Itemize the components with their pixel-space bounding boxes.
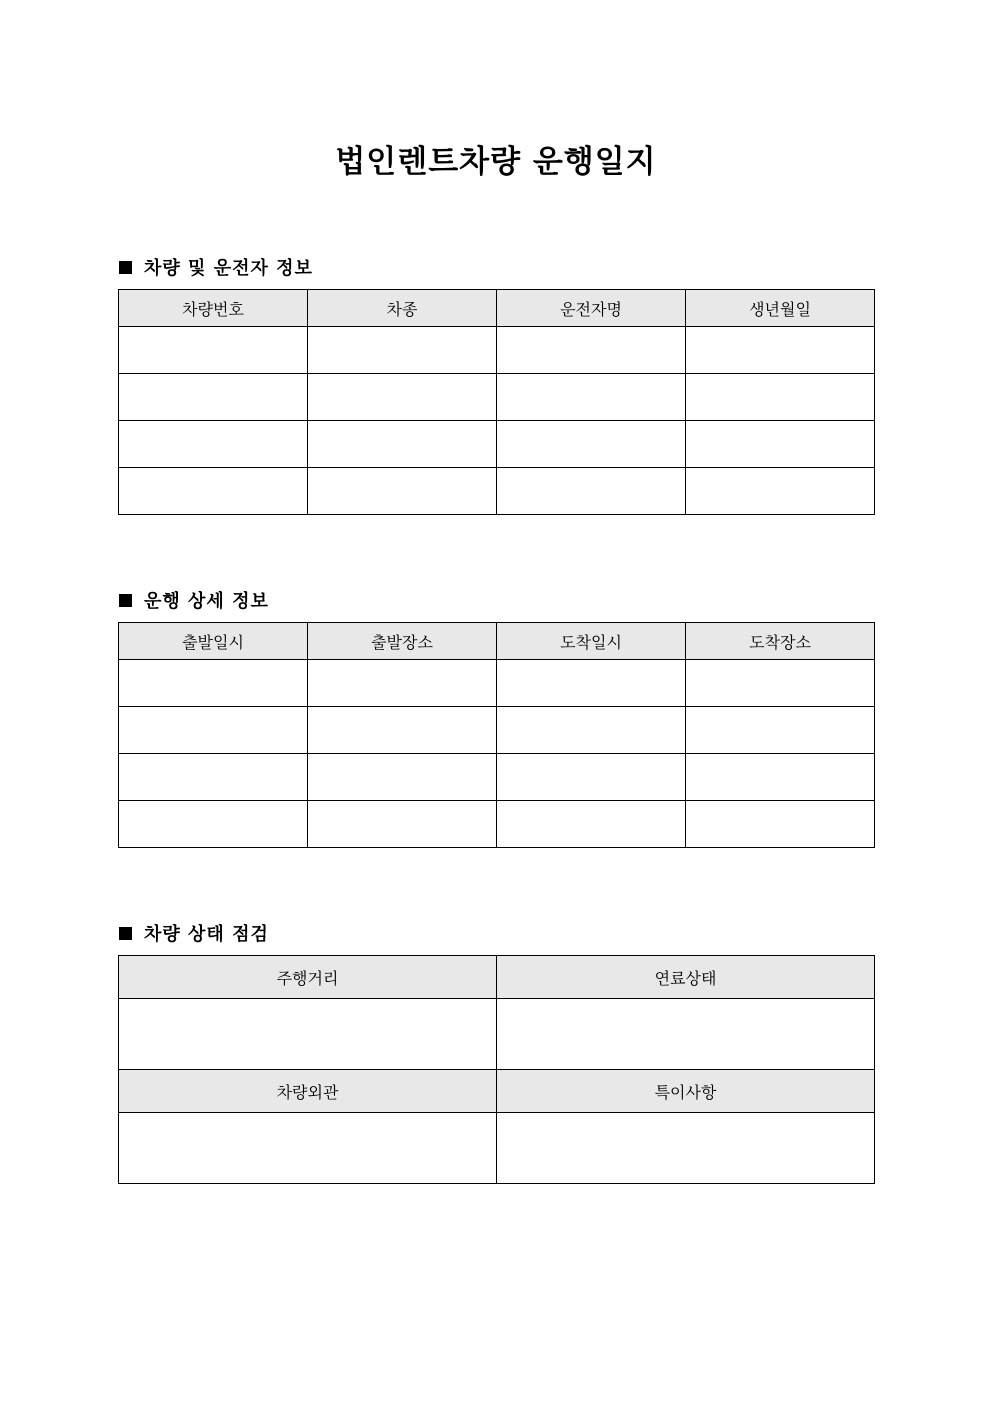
birth-date-cell[interactable] [686, 327, 875, 374]
exterior-cell[interactable] [119, 1113, 497, 1184]
table-row [119, 999, 875, 1070]
vehicle-condition-table [118, 955, 875, 1184]
table-row [119, 374, 875, 421]
mileage-cell[interactable] [119, 999, 497, 1070]
section-heading-trip-details [119, 587, 269, 613]
fuel-status-cell[interactable] [497, 999, 875, 1070]
departure-time-cell[interactable] [119, 801, 308, 848]
column-header-arrival-time: 도착일시 [497, 623, 686, 660]
square-bullet-icon [119, 927, 132, 940]
arrival-place-cell[interactable] [686, 801, 875, 848]
arrival-place-cell[interactable] [686, 660, 875, 707]
departure-place-cell[interactable] [308, 754, 497, 801]
table-header-row [119, 956, 875, 999]
table-row [119, 1113, 875, 1184]
table-header-row [119, 290, 875, 327]
arrival-place-cell[interactable] [686, 754, 875, 801]
table-row [119, 801, 875, 848]
departure-place-cell[interactable] [308, 660, 497, 707]
column-header-exterior: 차량외관 [119, 1070, 497, 1113]
departure-time-cell[interactable] [119, 754, 308, 801]
column-header-vehicle-number: 차량번호 [119, 290, 308, 327]
departure-time-cell[interactable] [119, 707, 308, 754]
vehicle-type-cell[interactable] [308, 468, 497, 515]
arrival-time-cell[interactable] [497, 801, 686, 848]
arrival-time-cell[interactable] [497, 707, 686, 754]
arrival-place-cell[interactable] [686, 707, 875, 754]
vehicle-number-cell[interactable] [119, 421, 308, 468]
column-header-driver-name: 운전자명 [497, 290, 686, 327]
section-heading-label: 차량 및 운전자 정보 [144, 258, 313, 279]
column-header-vehicle-type: 차종 [308, 290, 497, 327]
table-row [119, 707, 875, 754]
vehicle-type-cell[interactable] [308, 421, 497, 468]
column-header-departure-place: 출발장소 [308, 623, 497, 660]
vehicle-number-cell[interactable] [119, 374, 308, 421]
table-header-row [119, 623, 875, 660]
column-header-fuel-status: 연료상태 [497, 956, 875, 999]
page-title: 법인렌트차량 운행일지 [335, 144, 657, 180]
arrival-time-cell[interactable] [497, 660, 686, 707]
vehicle-driver-table [118, 289, 875, 515]
section-heading-label: 차량 상태 점검 [144, 924, 269, 945]
birth-date-cell[interactable] [686, 468, 875, 515]
square-bullet-icon [119, 261, 132, 274]
column-header-mileage: 주행거리 [119, 956, 497, 999]
section-heading-label: 운행 상세 정보 [144, 591, 269, 612]
departure-time-cell[interactable] [119, 660, 308, 707]
table-header-row [119, 1070, 875, 1113]
driver-name-cell[interactable] [497, 421, 686, 468]
column-header-arrival-place: 도착장소 [686, 623, 875, 660]
column-header-departure-time: 출발일시 [119, 623, 308, 660]
column-header-remarks: 특이사항 [497, 1070, 875, 1113]
section-heading-vehicle-condition [119, 920, 269, 946]
departure-place-cell[interactable] [308, 801, 497, 848]
column-header-birth-date: 생년월일 [686, 290, 875, 327]
remarks-cell[interactable] [497, 1113, 875, 1184]
table-row [119, 660, 875, 707]
driver-name-cell[interactable] [497, 327, 686, 374]
departure-place-cell[interactable] [308, 707, 497, 754]
square-bullet-icon [119, 594, 132, 607]
trip-details-table [118, 622, 875, 848]
vehicle-type-cell[interactable] [308, 327, 497, 374]
vehicle-number-cell[interactable] [119, 468, 308, 515]
birth-date-cell[interactable] [686, 421, 875, 468]
driver-name-cell[interactable] [497, 468, 686, 515]
vehicle-number-cell[interactable] [119, 327, 308, 374]
table-row [119, 468, 875, 515]
birth-date-cell[interactable] [686, 374, 875, 421]
table-row [119, 327, 875, 374]
driver-name-cell[interactable] [497, 374, 686, 421]
arrival-time-cell[interactable] [497, 754, 686, 801]
vehicle-type-cell[interactable] [308, 374, 497, 421]
table-row [119, 421, 875, 468]
section-heading-vehicle-driver [119, 254, 313, 280]
table-row [119, 754, 875, 801]
